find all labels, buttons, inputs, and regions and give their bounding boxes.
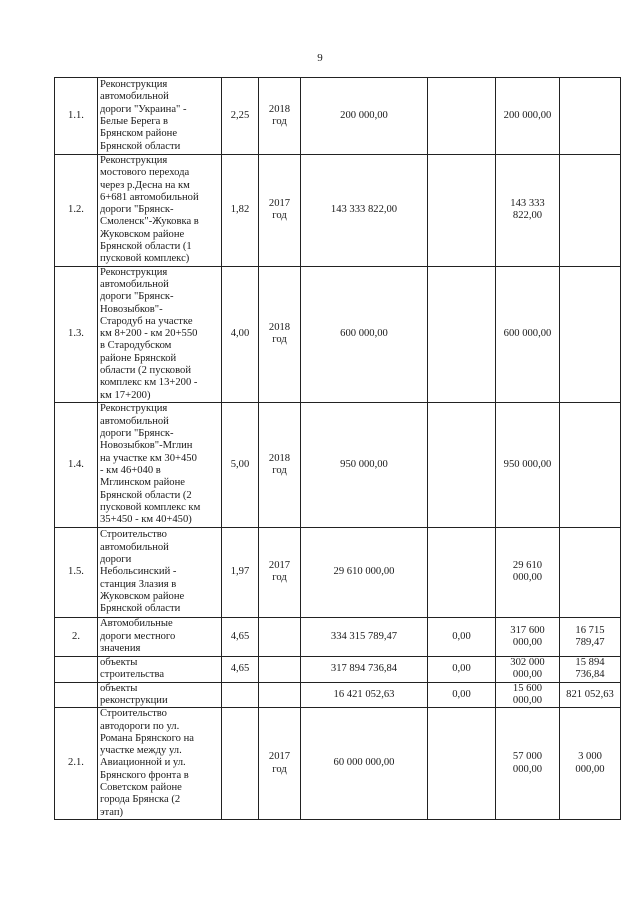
completion-year	[259, 617, 301, 656]
object-name-line: Белые Берега в	[100, 116, 169, 127]
completion-year-line: 2017	[268, 198, 291, 210]
object-name-line: Брянской области	[100, 140, 181, 152]
federal-amount	[428, 682, 496, 708]
object-name-line: Стародуб на участке	[100, 315, 193, 327]
row-number	[55, 656, 98, 682]
object-name-line: автомобильной	[100, 541, 169, 553]
regional-amount-line: 317 600	[510, 624, 545, 636]
regional-amount	[496, 78, 560, 155]
object-name-line: Брянском районе	[100, 128, 178, 140]
regional-amount-line: 143 333	[510, 198, 545, 210]
object-name-line: в Стародубском	[100, 340, 172, 352]
row-number: 1.2.	[55, 155, 98, 267]
object-name-line: Жуковском районе	[100, 590, 185, 602]
completion-year-line: год	[272, 210, 287, 222]
object-name-line: км 8+200 - км 20+550	[100, 328, 198, 340]
length-km: 5,00	[222, 402, 259, 527]
object-name-line: Реконструкция	[100, 403, 168, 415]
object-name-line: участке между ул.	[100, 745, 182, 757]
completion-year-line: год	[272, 116, 287, 127]
total-amount	[301, 708, 428, 820]
regional-amount-line: 000,00	[512, 694, 543, 706]
object-name	[98, 402, 222, 527]
object-name-line: значения	[100, 643, 141, 655]
federal-amount	[428, 78, 496, 155]
local-amount-line: 3 000	[578, 751, 602, 763]
object-name-line: Автомобильные	[100, 618, 173, 630]
row-number: 1.4.	[55, 402, 98, 527]
object-name	[98, 527, 222, 617]
object-name-line: - км 46+040 в	[100, 464, 161, 476]
object-name-line: 6+681 автомобильной	[100, 191, 199, 203]
table-row	[55, 266, 621, 402]
object-name-line: станция Злазия в	[100, 578, 177, 590]
local-amount	[560, 527, 621, 617]
regional-amount-line: 302 000	[510, 656, 545, 668]
table-row	[55, 708, 621, 820]
length-km	[222, 708, 259, 820]
object-name-line: автомобильной	[100, 415, 169, 427]
object-name	[98, 682, 222, 708]
object-name-line: комплекс км 13+200 -	[100, 377, 198, 389]
length-km: 4,65	[222, 617, 259, 656]
total-amount	[301, 266, 428, 402]
total-amount-line: 16 421 052,63	[333, 688, 395, 700]
completion-year	[259, 682, 301, 708]
object-name	[98, 708, 222, 820]
federal-amount-line: 0,00	[452, 630, 471, 642]
total-amount-line: 143 333 822,00	[330, 204, 398, 216]
table-row	[55, 682, 621, 708]
object-name-line: автодороги по ул.	[100, 720, 180, 732]
row-number: 1.3.	[55, 266, 98, 402]
completion-year	[259, 155, 301, 267]
object-name-line: объекты	[100, 656, 138, 668]
regional-amount	[496, 527, 560, 617]
object-name-line: Реконструкция	[100, 266, 168, 278]
length-km	[222, 682, 259, 708]
object-name-line: Новозыбков"-Мглин	[100, 440, 193, 452]
total-amount	[301, 617, 428, 656]
object-name-line: дороги "Украина" -	[100, 103, 187, 115]
object-name-line: дороги "Брянск-	[100, 291, 174, 303]
object-name-line: районе Брянской	[100, 352, 177, 364]
row-number	[55, 682, 98, 708]
federal-amount	[428, 402, 496, 527]
object-name-line: дороги местного	[100, 630, 176, 642]
regional-amount	[496, 155, 560, 267]
completion-year	[259, 708, 301, 820]
object-name-line: объекты	[100, 682, 138, 694]
regional-amount	[496, 617, 560, 656]
federal-amount-line: 0,00	[452, 663, 471, 675]
length-km: 4,65	[222, 656, 259, 682]
regional-amount-line: 950 000,00	[503, 458, 552, 470]
regional-amount-line: 000,00	[512, 763, 543, 775]
total-amount-line: 29 610 000,00	[333, 566, 395, 578]
completion-year-line: 2018	[268, 103, 291, 115]
total-amount	[301, 656, 428, 682]
regional-amount-line: 57 000	[512, 751, 543, 763]
table-row	[55, 402, 621, 527]
object-name-line: пусковой комплекс)	[100, 253, 190, 265]
object-name-line: Новозыбков"-	[100, 303, 163, 315]
table-row	[55, 527, 621, 617]
local-amount	[560, 78, 621, 155]
completion-year-line: 2017	[268, 751, 291, 763]
object-name-line: автомобильной	[100, 278, 169, 290]
total-amount-line: 600 000,00	[340, 328, 388, 340]
object-name-line: Мглинском районе	[100, 477, 185, 489]
completion-year	[259, 402, 301, 527]
completion-year	[259, 266, 301, 402]
object-name-line: Брянского фронта в	[100, 769, 189, 781]
regional-amount-line: 000,00	[512, 669, 543, 681]
total-amount	[301, 527, 428, 617]
object-name-line: Строительство	[100, 529, 167, 541]
regional-amount	[496, 656, 560, 682]
table-row	[55, 155, 621, 267]
regional-amount	[496, 402, 560, 527]
federal-amount	[428, 617, 496, 656]
local-amount	[560, 155, 621, 267]
local-amount-line: 821 052,63	[566, 688, 614, 700]
object-name-line: мостового перехода	[100, 167, 190, 179]
total-amount-line: 60 000 000,00	[333, 757, 395, 769]
object-name-line: Небольсинский -	[100, 566, 177, 578]
regional-amount-line: 822,00	[512, 210, 543, 222]
object-name-line: Авиационной и ул.	[100, 757, 186, 769]
object-name-line: Смоленск"-Жуковка в	[100, 216, 199, 228]
object-name-line: дороги "Брянск-	[100, 428, 174, 440]
regional-amount-line: 200 000,00	[503, 109, 552, 121]
total-amount	[301, 682, 428, 708]
row-number: 1.1.	[55, 78, 98, 155]
completion-year-line: год	[272, 334, 287, 346]
federal-amount	[428, 708, 496, 820]
object-name-line: реконструкции	[100, 694, 168, 706]
total-amount-line: 334 315 789,47	[330, 630, 398, 642]
page-number: 9	[317, 52, 323, 64]
federal-amount	[428, 656, 496, 682]
regional-amount	[496, 708, 560, 820]
object-name-line: Жуковском районе	[100, 228, 185, 240]
total-amount	[301, 78, 428, 155]
object-name	[98, 78, 222, 155]
completion-year	[259, 527, 301, 617]
regional-amount-line: 29 610	[512, 560, 543, 572]
local-amount	[560, 708, 621, 820]
row-number: 1.5.	[55, 527, 98, 617]
object-name-line: автомобильной	[100, 91, 169, 103]
completion-year	[259, 78, 301, 155]
row-number: 2.	[55, 617, 98, 656]
regional-amount-line: 000,00	[512, 572, 543, 584]
row-number: 2.1.	[55, 708, 98, 820]
object-name-line: Брянской области (2	[100, 489, 192, 501]
object-name-line: Брянской области	[100, 603, 181, 615]
object-name-line: Реконструкция	[100, 155, 168, 166]
length-km: 2,25	[222, 78, 259, 155]
federal-amount-line: 0,00	[452, 688, 471, 700]
table-row	[55, 617, 621, 656]
object-name-line: Романа Брянского на	[100, 732, 195, 744]
total-amount	[301, 402, 428, 527]
object-name-line: дороги	[100, 553, 132, 565]
object-name	[98, 656, 222, 682]
total-amount	[301, 155, 428, 267]
completion-year-line: 2017	[268, 560, 291, 572]
local-amount	[560, 266, 621, 402]
regional-amount	[496, 266, 560, 402]
completion-year-line: 2018	[268, 452, 291, 464]
object-name-line: Строительство	[100, 708, 167, 720]
table-body	[55, 78, 621, 820]
length-km: 4,00	[222, 266, 259, 402]
object-name-line: дороги "Брянск-	[100, 204, 174, 216]
local-amount	[560, 617, 621, 656]
local-amount	[560, 402, 621, 527]
object-name	[98, 155, 222, 267]
regional-amount-line: 15 600	[512, 682, 543, 694]
local-amount-line: 789,47	[575, 636, 605, 648]
object-name-line: на участке км 30+450	[100, 452, 197, 464]
completion-year-line: 2018	[268, 322, 291, 333]
local-amount-line: 16 715	[575, 624, 605, 636]
completion-year-line: год	[272, 763, 287, 775]
object-name-line: Советском районе	[100, 782, 182, 794]
length-km: 1,97	[222, 527, 259, 617]
object-name-line: пусковой комплекс км	[100, 501, 201, 513]
total-amount-line: 200 000,00	[340, 109, 388, 121]
completion-year	[259, 656, 301, 682]
length-km: 1,82	[222, 155, 259, 267]
local-amount	[560, 682, 621, 708]
object-name-line: 35+450 - км 40+450)	[100, 514, 192, 526]
federal-amount	[428, 266, 496, 402]
object-name-line: км 17+200)	[100, 389, 151, 401]
object-name-line: Реконструкция	[100, 79, 168, 91]
local-amount-line: 15 894	[575, 656, 605, 668]
local-amount-line: 736,84	[575, 669, 605, 681]
object-name-line: через р.Десна на км	[100, 179, 190, 191]
table-row	[55, 78, 621, 155]
object-name-line: этап)	[100, 806, 124, 818]
total-amount-line: 950 000,00	[340, 458, 388, 470]
object-name-line: города Брянска (2	[100, 794, 181, 806]
local-amount	[560, 656, 621, 682]
regional-amount-line: 000,00	[512, 636, 543, 648]
federal-amount	[428, 155, 496, 267]
object-name-line: области (2 пусковой	[100, 365, 192, 377]
regional-amount	[496, 682, 560, 708]
local-amount-line: 000,00	[575, 763, 605, 775]
object-name	[98, 266, 222, 402]
object-name	[98, 617, 222, 656]
construction-budget-table	[54, 77, 621, 820]
object-name-line: Брянской области (1	[100, 241, 192, 253]
completion-year-line: год	[272, 572, 287, 584]
regional-amount-line: 600 000,00	[503, 328, 552, 340]
total-amount-line: 317 894 736,84	[330, 663, 398, 675]
object-name-line: строительства	[100, 669, 165, 681]
table-row	[55, 656, 621, 682]
federal-amount	[428, 527, 496, 617]
completion-year-line: год	[272, 464, 287, 476]
